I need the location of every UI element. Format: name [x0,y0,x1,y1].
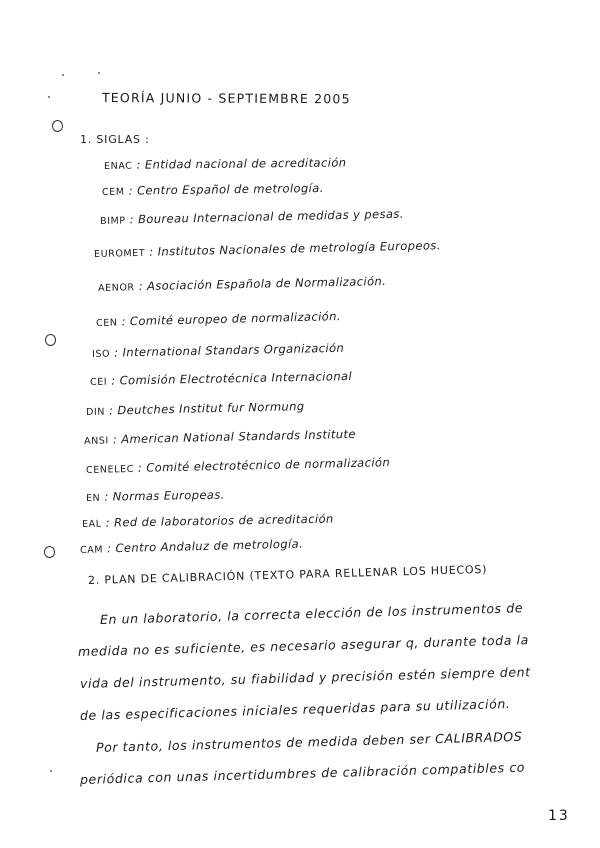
acronym-item-ansi [84,427,356,447]
acronym-abbr: ISO [91,348,111,360]
acronym-item-cenelec [86,455,390,476]
acronym-meaning: : Comisión Electrotécnica Internacional [111,368,353,388]
acronym-meaning: : Centro Andaluz de metrología. [107,536,304,556]
acronym-abbr: DIN [85,406,106,418]
binder-hole-bottom [44,546,55,558]
acronym-item-en [86,488,225,504]
acronym-meaning: : Asociación Española de Normalización. [138,273,387,294]
acronym-meaning: : Entidad nacional de acreditación [136,155,347,172]
acronym-meaning: : American National Standards Institute [112,426,357,447]
speck-mark [98,72,100,74]
speck-mark [48,96,50,98]
acronym-item-aenor [98,274,387,294]
paragraph-line: En un laboratorio, la correcta elección de los instrumentos de [99,600,524,627]
acronym-abbr: CAM [79,544,104,556]
acronym-abbr: CENELEC [85,463,135,476]
acronym-meaning: : Boureau Internacional de medidas y pesas. [129,206,404,227]
acronym-item-cem [102,181,324,198]
acronym-item-eal [82,512,334,530]
speck-mark [62,74,64,76]
paragraph-line: medida no es suficiente, es necesario asegurar q, durante toda la [77,632,530,659]
acronym-abbr: ENAC [103,160,133,172]
acronym-meaning: : Normas Europeas. [104,487,225,504]
section-2-heading: 2. PLAN DE CALIBRACIÓN (TEXTO PARA RELLENAR LOS HUECOS) [87,562,488,587]
speck-mark [50,770,52,772]
acronym-meaning: : Centro Español de metrología. [128,180,324,198]
acronym-abbr: EUROMET [93,247,146,260]
paragraph-line: de las especificaciones iniciales requeridas para su utilización. [79,695,511,723]
paragraph-line: vida del instrumento, su fiabilidad y precisión estén siempre dent [79,664,531,691]
acronym-meaning: : Comité europeo de normalización. [121,309,342,329]
acronym-abbr: CEN [95,317,118,329]
acronym-meaning: : International Standars Organización [114,340,345,360]
acronym-meaning: : Institutos Nacionales de metrología Europeos. [149,238,441,259]
section-1-heading: 1. SIGLAS : [80,133,150,146]
acronym-item-enac [104,155,347,172]
acronym-meaning: : Comité electrotécnico de normalización [137,455,391,475]
page-title: TEORÍA JUNIO - SEPTIEMBRE 2005 [101,90,351,107]
acronym-abbr: AENOR [97,282,135,294]
paragraph-line: Por tanto, los instrumentos de medida deben ser CALIBRADOS [95,728,523,755]
acronym-item-cen [96,309,341,329]
acronym-item-cei [90,369,352,388]
page-number: 13 [548,808,570,824]
acronym-item-iso [92,341,344,360]
binder-hole-top [52,120,63,132]
acronym-abbr: CEM [101,186,125,198]
acronym-item-euromet [94,238,441,260]
acronym-item-cam [80,537,303,556]
acronym-meaning: : Deutches Institut fur Normung [108,399,305,418]
acronym-item-bimp [100,207,404,227]
acronym-abbr: EAL [81,518,102,530]
acronym-item-din [86,399,305,418]
acronym-abbr: EN [85,492,101,504]
paragraph-line: periódica con unas incertidumbres de calibración compatibles co [79,759,526,787]
acronym-abbr: ANSI [83,435,109,447]
acronym-abbr: CEI [89,376,108,388]
acronym-abbr: BIMP [99,215,126,227]
acronym-meaning: : Red de laboratorios de acreditación [105,511,334,530]
binder-hole-middle [45,334,56,346]
